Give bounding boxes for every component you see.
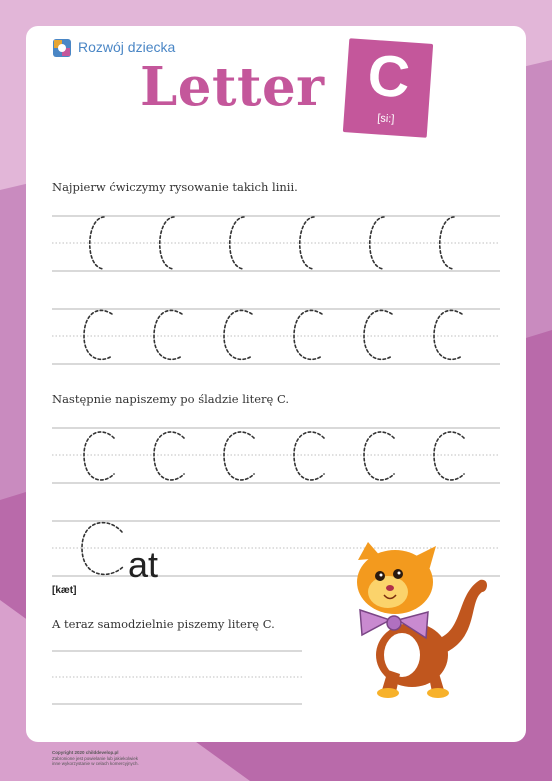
tracing-letter-c (364, 432, 394, 480)
copyright-line-2: Zabronione jest powielanie lub jakiekolwiek (52, 755, 139, 761)
card-letter: C (365, 42, 412, 111)
page-title: Letter (140, 56, 325, 118)
tracing-letter-c (84, 432, 114, 480)
tracing-arc (84, 310, 112, 359)
instruction-second: Następnie napiszemy po śladzie literę C. (52, 392, 290, 406)
tracing-letter-c (224, 432, 254, 480)
tracing-arc (294, 310, 322, 359)
tracing-arc (364, 310, 392, 359)
instruction-third: A teraz samodzielnie piszemy literę C. (52, 617, 275, 631)
tracing-word-c (82, 523, 124, 575)
copyright-notice (52, 750, 139, 767)
brand-name: Rozwój dziecka (78, 39, 176, 55)
tracing-arc (154, 310, 182, 359)
tracing-arc (224, 310, 252, 359)
tracing-letter-c (294, 432, 324, 480)
copyright-line-1: Copyright 2020 childdevelop.pl (52, 750, 119, 755)
copyright-line-3: inne wykorzystanie w celach komercyjnych. (52, 761, 139, 766)
word-rest: at (128, 544, 159, 585)
cat-illustration (340, 540, 490, 705)
word-phonetic: [kæt] (52, 585, 77, 596)
instruction-first: Najpierw ćwiczymy rysowanie takich linii. (52, 180, 298, 194)
tracing-letter-c (434, 432, 464, 480)
card-phonetic: [si:] (376, 112, 395, 126)
tracing-letter-c (154, 432, 184, 480)
tracing-arc (434, 310, 462, 359)
tracing-arcs (84, 217, 462, 359)
